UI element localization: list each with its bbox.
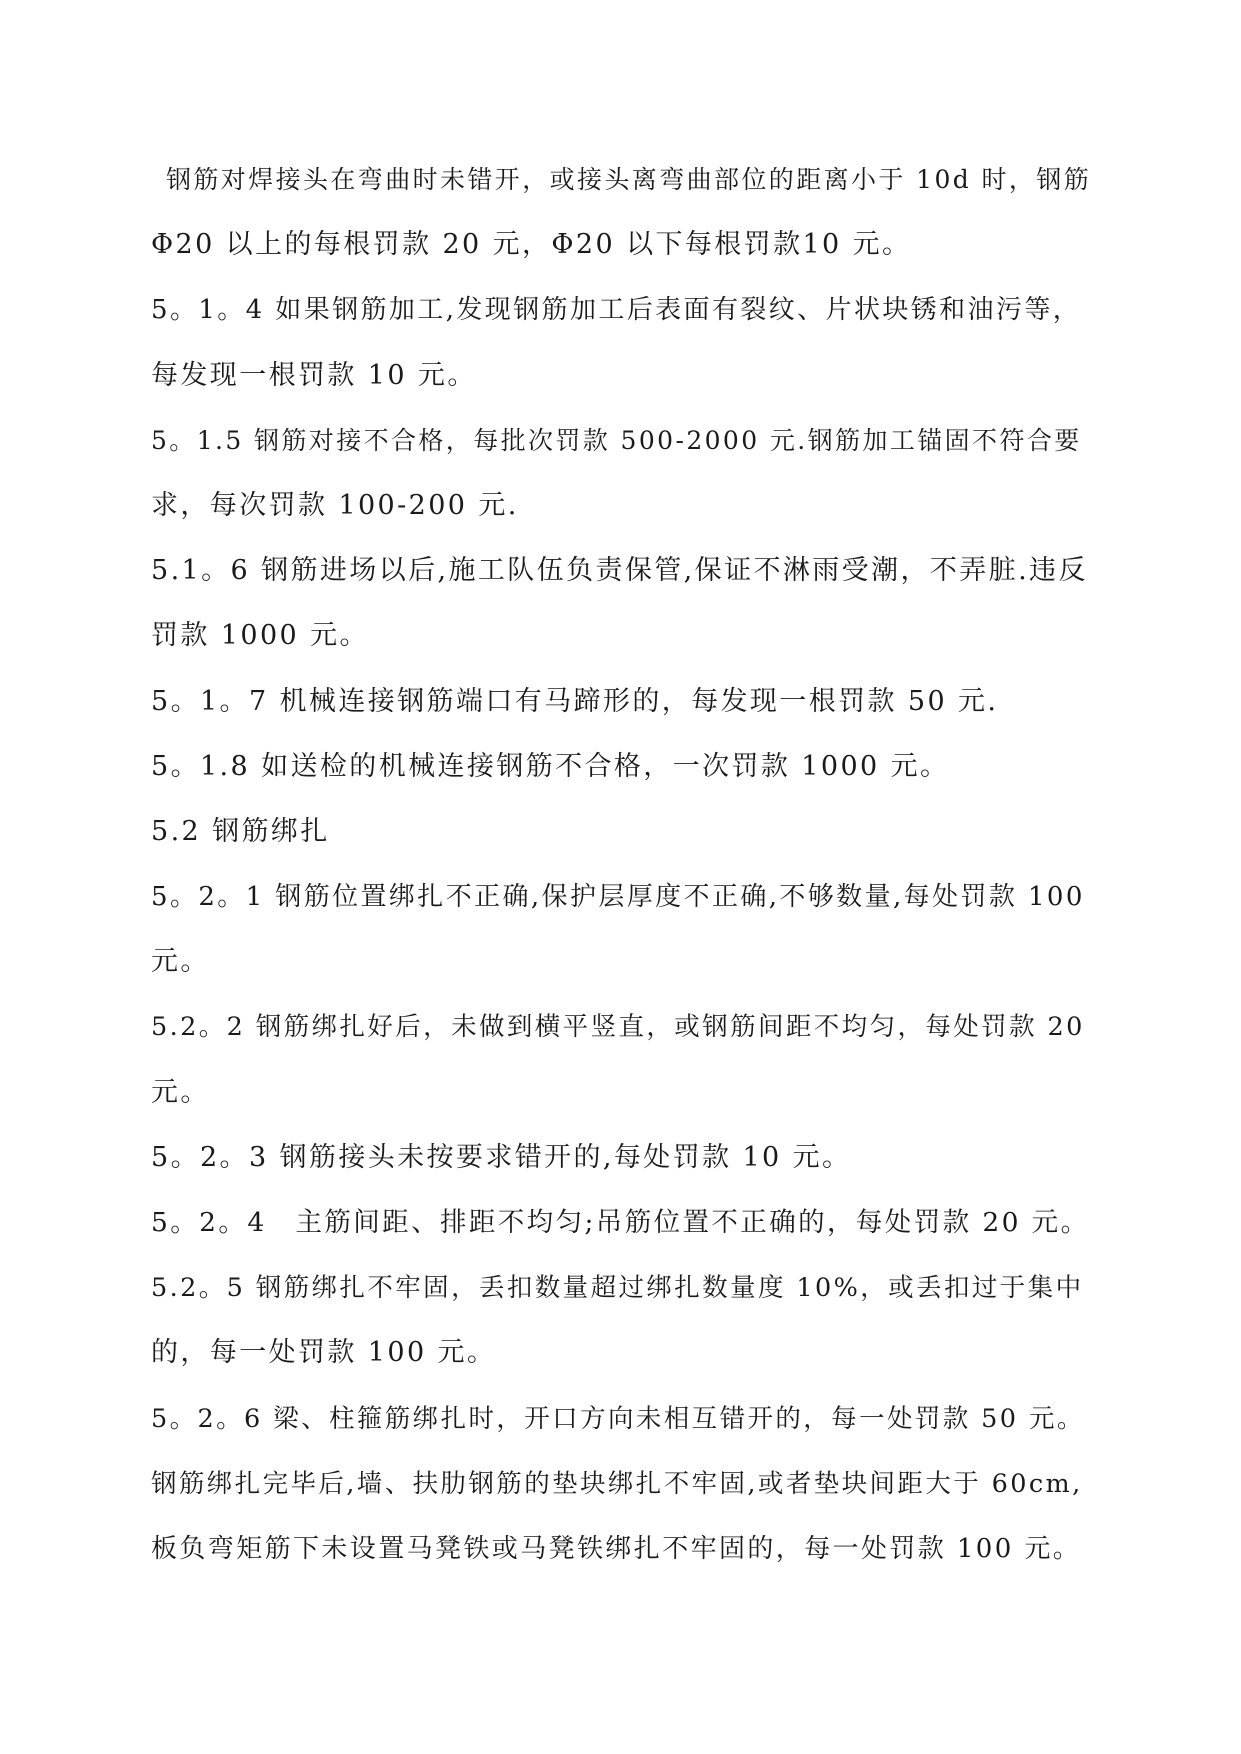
section-heading: 5.2 钢筋绑扎 xyxy=(151,815,330,847)
text-line: 5。2。1 钢筋位置绑扎不正确,保护层厚度不正确,不够数量,每处罚款 100 xyxy=(151,882,1085,913)
text-line: 5。2。6 梁、柱箍筋绑扎时，开口方向未相互错开的，每一处罚款 50 元。 xyxy=(151,1403,1085,1434)
text-line: 5。1。4 如果钢筋加工,发现钢筋加工后表面有裂纹、片状块锈和油污等， xyxy=(151,295,1082,326)
text-line: Φ20 以上的每根罚款 20 元，Φ20 以下每根罚款10 元。 xyxy=(151,229,912,261)
text-line: 罚款 1000 元。 xyxy=(151,620,369,652)
text-line: 5。2。4 主筋间距、排距不均匀;吊筋位置不正确的，每处罚款 20 元。 xyxy=(151,1207,1090,1238)
text-line: 5。1.8 如送检的机械连接钢筋不合格，一次罚款 1000 元。 xyxy=(151,750,950,782)
text-line: 每发现一根罚款 10 元。 xyxy=(151,359,477,391)
text-line: 元。 xyxy=(151,1076,210,1108)
text-line: 元。 xyxy=(151,946,210,978)
text-line: 5.1。6 钢筋进场以后,施工队伍负责保管,保证不淋雨受潮，不弄脏.违反 xyxy=(151,555,1088,587)
text-line: 5。2。3 钢筋接头未按要求错开的,每处罚款 10 元。 xyxy=(151,1141,852,1173)
text-line: 板负弯矩筋下未设置马凳铁或马凳铁绑扎不牢固的，每一处罚款 100 元。 xyxy=(151,1533,1082,1564)
text-line: 钢筋对焊接头在弯曲时未错开，或接头离弯曲部位的距离小于 10d 时，钢筋 xyxy=(166,165,1092,194)
text-line: 钢筋绑扎完毕后,墙、扶肋钢筋的垫块绑扎不牢固,或者垫块间距大于 60cm, xyxy=(151,1468,1083,1499)
text-line: 5。1.5 钢筋对接不合格，每批次罚款 500-2000 元.钢筋加工锚固不符合要 xyxy=(151,425,1082,455)
document-body xyxy=(151,161,1091,1595)
text-line: 的，每一处罚款 100 元。 xyxy=(151,1337,497,1369)
text-line: 求，每次罚款 100-200 元. xyxy=(151,489,519,521)
text-line: 5。1。7 机械连接钢筋端口有马蹄形的，每发现一根罚款 50 元. xyxy=(151,685,999,717)
text-line: 5.2。2 钢筋绑扎好后，未做到横平竖直，或钢筋间距不均匀，每处罚款 20 xyxy=(151,1012,1085,1043)
text-line: 5.2。5 钢筋绑扎不牢固，丢扣数量超过绑扎数量度 10%，或丢扣过于集中 xyxy=(151,1273,1084,1304)
